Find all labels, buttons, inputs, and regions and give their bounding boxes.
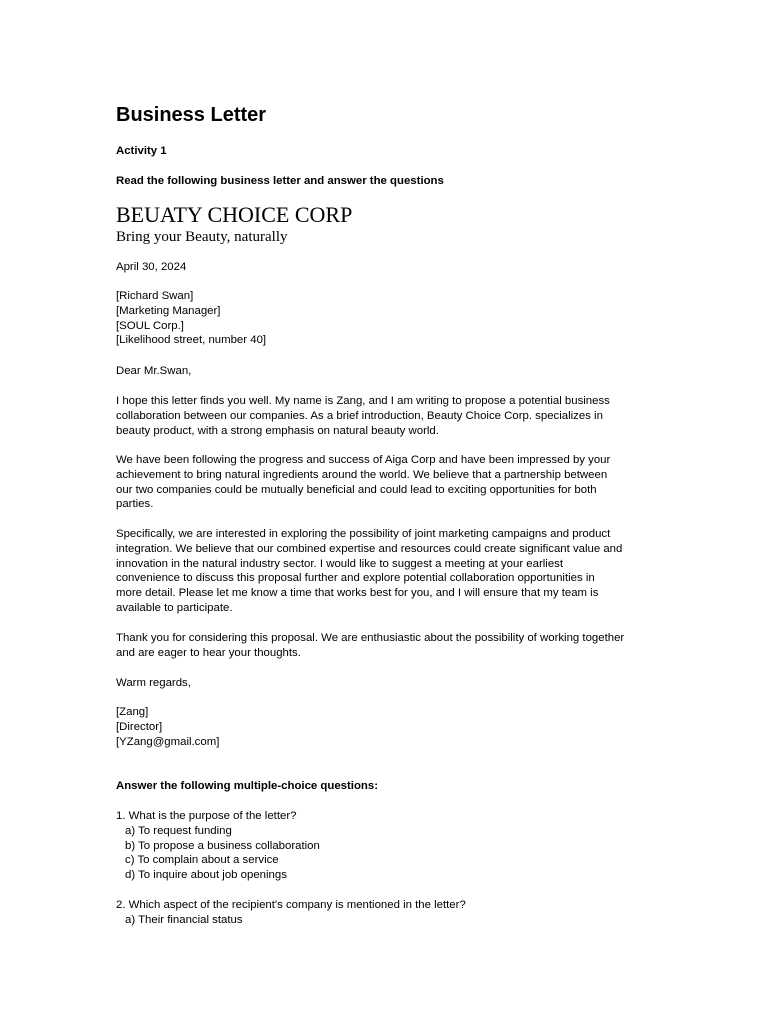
recipient-name: [Richard Swan]: [116, 290, 194, 302]
answer-option: d) To inquire about job openings: [125, 869, 287, 882]
question-2: [116, 898, 676, 928]
letterhead-tagline: Bring your Beauty, naturally: [116, 229, 288, 245]
signature-block: [116, 705, 676, 749]
closing: Warm regards,: [116, 677, 191, 689]
answer-option: b) To propose a business collaboration: [125, 839, 320, 852]
document-title: Business Letter: [116, 104, 267, 126]
recipient-address: [116, 289, 676, 348]
letter-paragraph-2: We have been following the progress and success of Aiga Corp and have been impressed by your achievement to bring natural ingredients around the world. We believe that a partnership between our two companies could be mutually beneficial and could lead to exciting opportunities for both parties.: [116, 454, 611, 511]
signature-email: [YZang@gmail.com]: [116, 735, 220, 748]
question-text: 1. What is the purpose of the letter?: [116, 810, 297, 822]
recipient-street: [Likelihood street, number 40]: [116, 334, 267, 347]
recipient-company: [SOUL Corp.]: [116, 319, 184, 332]
activity-label: Activity 1: [116, 145, 167, 157]
signature-title: [Director]: [116, 720, 163, 733]
letter-paragraph-3: Specifically, we are interested in exploring the possibility of joint marketing campaigns and product integration. We believe that our combined expertise and resources could create significant value and innovation in the natural industry sector. I would like to suggest a meeting at your earliest convenience to discuss this proposal further and explore potential collaboration opportunities in more detail. Please let me know a time that works best for you, and I will ensure that my team is available to participate.: [116, 528, 623, 614]
answer-option: a) To request funding: [125, 824, 232, 837]
question-1: [116, 809, 676, 883]
letter-paragraph-4: Thank you for considering this proposal. We are enthusiastic about the possibility of working together and are eager to hear your thoughts.: [116, 632, 625, 659]
answer-option: c) To complain about a service: [125, 854, 279, 867]
letter-date: April 30, 2024: [116, 261, 187, 273]
instruction-text: Read the following business letter and answer the questions: [116, 175, 444, 187]
signature-name: [Zang]: [116, 706, 149, 718]
question-text: 2. Which aspect of the recipient's company is mentioned in the letter?: [116, 899, 466, 911]
recipient-title: [Marketing Manager]: [116, 304, 221, 317]
letterhead-company: BEUATY CHOICE CORP: [116, 202, 353, 227]
questions-heading: Answer the following multiple-choice questions:: [116, 780, 379, 792]
answer-option: a) Their financial status: [125, 913, 243, 926]
salutation: Dear Mr.Swan,: [116, 365, 192, 377]
letter-paragraph-1: I hope this letter finds you well. My name is Zang, and I am writing to propose a potential business collaboration between our companies. As a brief introduction, Beauty Choice Corp. specializes in beauty product, with a strong emphasis on natural beauty world.: [116, 395, 610, 437]
